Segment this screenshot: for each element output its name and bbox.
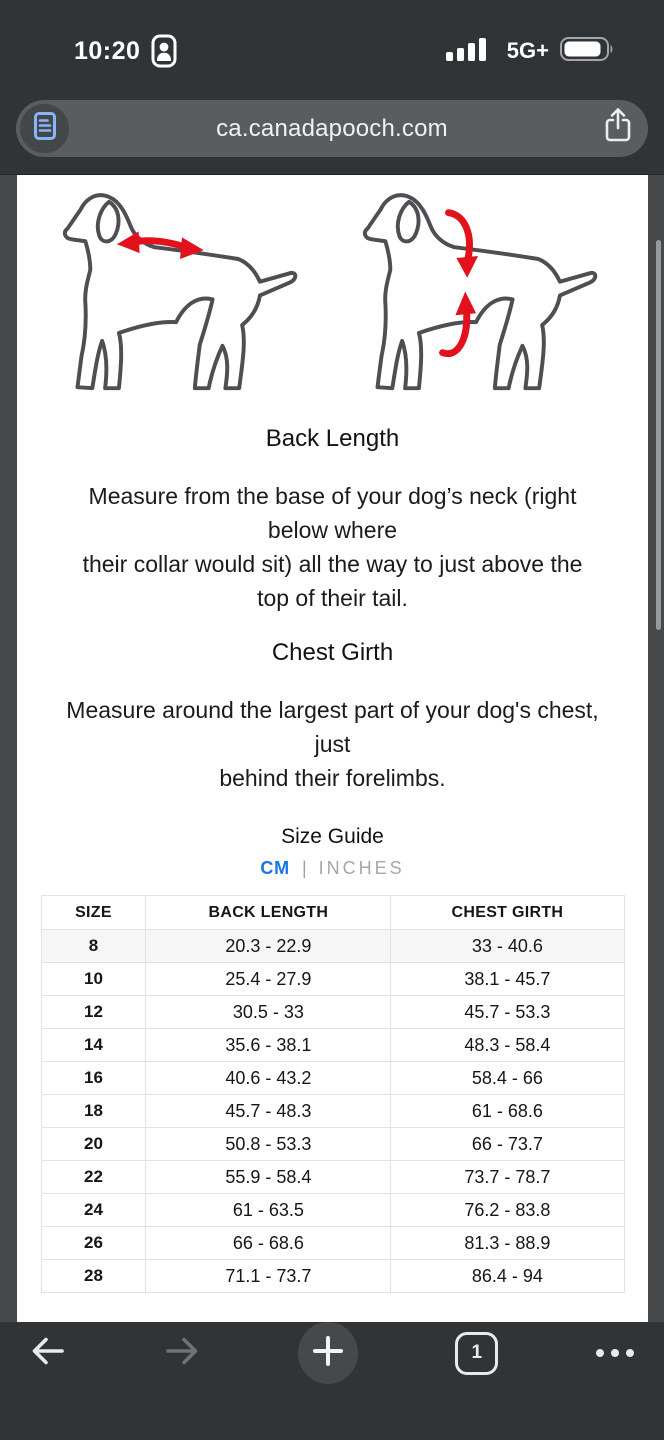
browser-omnibox-row	[0, 88, 664, 175]
table-row: 10 25.4 - 27.9 38.1 - 45.7	[41, 963, 624, 996]
share-button[interactable]	[603, 107, 633, 150]
dog-chest-girth-illustration	[358, 189, 608, 401]
col-header-size: SIZE	[41, 896, 146, 930]
more-menu-button[interactable]	[596, 1349, 634, 1357]
forward-icon	[164, 1335, 200, 1372]
table-row: 26 66 - 68.6 81.3 - 88.9	[41, 1227, 624, 1260]
signal-icon	[446, 37, 496, 66]
url-text[interactable]: ca.canadapooch.com	[216, 114, 448, 142]
col-header-chest-girth: CHEST GIRTH	[391, 896, 624, 930]
table-row: 18 45.7 - 48.3 61 - 68.6	[41, 1095, 624, 1128]
network-type-label: 5G+	[506, 38, 549, 63]
person-focus-icon	[151, 34, 177, 68]
dog-back-length-illustration	[58, 189, 308, 401]
new-tab-button[interactable]	[298, 1322, 358, 1384]
battery-icon	[560, 37, 616, 66]
unit-divider: |	[301, 858, 307, 878]
table-row: 28 71.1 - 73.7 86.4 - 94	[41, 1260, 624, 1293]
table-row: 12 30.5 - 33 45.7 - 53.3	[41, 996, 624, 1029]
more-icon	[596, 1349, 604, 1357]
unit-inches-button[interactable]: INCHES	[318, 858, 405, 878]
clock: 10:20	[74, 36, 141, 65]
size-guide-title: Size Guide	[281, 825, 384, 848]
col-header-back-length: BACK LENGTH	[146, 896, 391, 930]
table-row: 14 35.6 - 38.1 48.3 - 58.4	[41, 1029, 624, 1062]
back-icon	[30, 1335, 66, 1372]
measurement-illustrations	[17, 175, 648, 401]
size-table	[41, 895, 625, 1293]
share-icon	[603, 107, 633, 150]
chest-girth-instructions: Measure around the largest part of your dog's chest, just behind their forelimbs.	[66, 697, 599, 791]
unit-toggle	[17, 858, 648, 879]
table-header-row	[41, 896, 624, 930]
webpage-backdrop	[0, 175, 664, 1322]
page-scrollbar[interactable]	[656, 240, 661, 630]
table-row: 20 50.8 - 53.3 66 - 73.7	[41, 1128, 624, 1161]
address-bar[interactable]	[16, 100, 648, 157]
tab-count: 1	[471, 1342, 483, 1363]
back-button[interactable]	[30, 1335, 66, 1372]
status-bar	[0, 0, 664, 88]
plus-icon	[312, 1335, 344, 1372]
table-row: 22 55.9 - 58.4 73.7 - 78.7	[41, 1161, 624, 1194]
table-row: 8 20.3 - 22.9 33 - 40.6	[41, 930, 624, 963]
table-row: 24 61 - 63.5 76.2 - 83.8	[41, 1194, 624, 1227]
size-guide-sheet	[17, 175, 648, 1322]
back-length-title: Back Length	[265, 425, 400, 452]
unit-cm-button[interactable]: CM	[260, 858, 290, 878]
tab-switcher-button[interactable]	[455, 1332, 498, 1375]
table-row: 16 40.6 - 43.2 58.4 - 66	[41, 1062, 624, 1095]
chest-girth-title: Chest Girth	[271, 639, 394, 666]
back-length-instructions: Measure from the base of your dog’s neck (right below where their collar would sit) all the way to just above the top of their tail.	[82, 483, 583, 611]
browser-toolbar	[0, 1322, 664, 1440]
forward-button[interactable]	[164, 1335, 200, 1372]
